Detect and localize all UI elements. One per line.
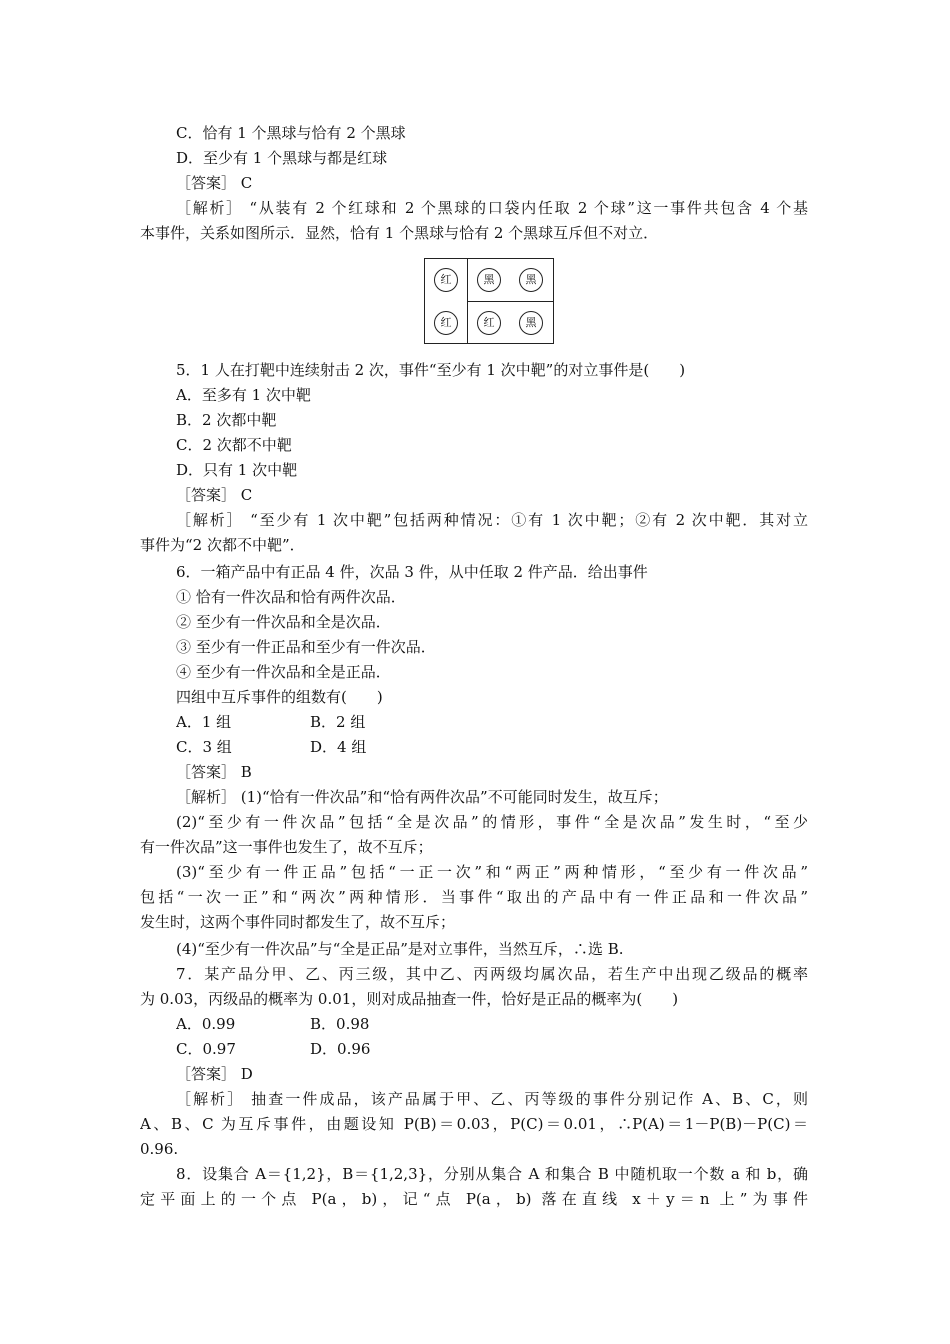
analysis-line: ［解析］ “至少有 1 次中靶”包括两种情况：①有 1 次中靶；②有 2 次中靶．其对立 [176,511,808,529]
answer-label: ［答案］ D [176,1065,253,1083]
analysis-line: ［解析］ (1)“恰有一件次品”和“恰有两件次品”不可能同时发生，故互斥； [176,788,668,806]
analysis-line: ［解析］ 抽查一件成品，该产品属于甲、乙、丙等级的事件分别记作 A、B、C，则 [176,1090,808,1108]
red-ball: 红 [477,311,501,335]
options-row [176,1037,806,1062]
option-c: C．0.97 [176,1040,236,1058]
event-item: ① 恰有一件次品和恰有两件次品． [176,588,406,606]
red-ball: 红 [434,311,458,335]
question-8-cont: 定平面上的一个点 P(a，b)，记“点 P(a，b) 落在直线 x＋y＝n 上”为事件 [140,1190,808,1208]
diagram-divider [467,301,553,302]
question-prompt: 四组中互斥事件的组数有( ) [176,688,383,706]
option-a: A．至多有 1 次中靶 [176,386,311,404]
analysis-line: A、B、C 为互斥事件，由题设知 P(B)＝0.03，P(C)＝0.01，∴P(A)＝1－P(B)－P(C)＝ [140,1115,808,1133]
analysis-line: 事件为“2 次都不中靶”． [140,536,305,554]
question-7-cont: 为 0.03，丙级品的概率为 0.01，则对成品抽查一件，恰好是正品的概率为( ) [140,990,679,1008]
option-d: D．0.96 [310,1040,371,1058]
analysis-line: (4)“至少有一件次品”与“全是正品”是对立事件，当然互斥，∴选 B. [176,940,624,958]
analysis-line: 发生时，这两个事件同时都发生了，故不互斥； [140,913,456,931]
option-c: C．恰有 1 个黑球与恰有 2 个黑球 [176,124,406,142]
option-a: A．0.99 [176,1015,236,1033]
option-c: C．2 次都不中靶 [176,436,292,454]
option-c: C．3 组 [176,738,232,756]
option-b: B．2 组 [310,713,366,731]
option-d: D．至少有 1 个黑球与都是红球 [176,149,388,167]
event-item: ③ 至少有一件正品和至少有一件次品． [176,638,436,656]
analysis-line: 0.96. [140,1140,179,1158]
red-ball: 红 [434,268,458,292]
answer-label: ［答案］ B [176,763,252,781]
analysis-line: 有一件次品”这一事件也发生了，故不互斥； [140,838,433,856]
analysis-line: ［解析］ “从装有 2 个红球和 2 个黑球的口袋内任取 2 个球”这一事件共包含 4 个基 [176,199,808,217]
answer-label: ［答案］ C [176,174,253,192]
analysis-line: (2)“至少有一件次品”包括“全是次品”的情形，事件“全是次品”发生时，“至少 [176,813,808,831]
options-row [176,735,806,760]
option-b: B．0.98 [310,1015,370,1033]
analysis-line: 包括“一次一正”和“两次”两种情形．当事件“取出的产品中有一件正品和一件次品” [140,888,808,906]
black-ball: 黑 [477,268,501,292]
answer-label: ［答案］ C [176,486,253,504]
black-ball: 黑 [519,311,543,335]
analysis-line: (3)“至少有一件正品”包括“一正一次”和“两正”两种情形，“至少有一件次品” [176,863,808,881]
question-8: 8．设集合 A＝{1,2}，B＝{1,2,3}，分别从集合 A 和集合 B 中随机取一个数 a 和 b，确 [176,1165,808,1183]
options-row [176,710,806,735]
option-d: D．只有 1 次中靶 [176,461,298,479]
event-relation-diagram [424,258,554,344]
event-item: ② 至少有一件次品和全是次品． [176,613,391,631]
event-item: ④ 至少有一件次品和全是正品． [176,663,391,681]
question-5: 5．1 人在打靶中连续射击 2 次，事件“至少有 1 次中靶”的对立事件是( ) [176,361,686,379]
question-7: 7．某产品分甲、乙、丙三级，其中乙、丙两级均属次品，若生产中出现乙级品的概率 [176,965,808,983]
option-b: B．2 次都中靶 [176,411,277,429]
options-row [176,1012,806,1037]
option-d: D．4 组 [310,738,367,756]
question-6: 6．一箱产品中有正品 4 件，次品 3 件，从中任取 2 件产品．给出事件 [176,563,648,581]
analysis-line: 本事件，关系如图所示．显然，恰有 1 个黑球与恰有 2 个黑球互斥但不对立． [140,224,659,242]
black-ball: 黑 [519,268,543,292]
option-a: A．1 组 [176,713,232,731]
